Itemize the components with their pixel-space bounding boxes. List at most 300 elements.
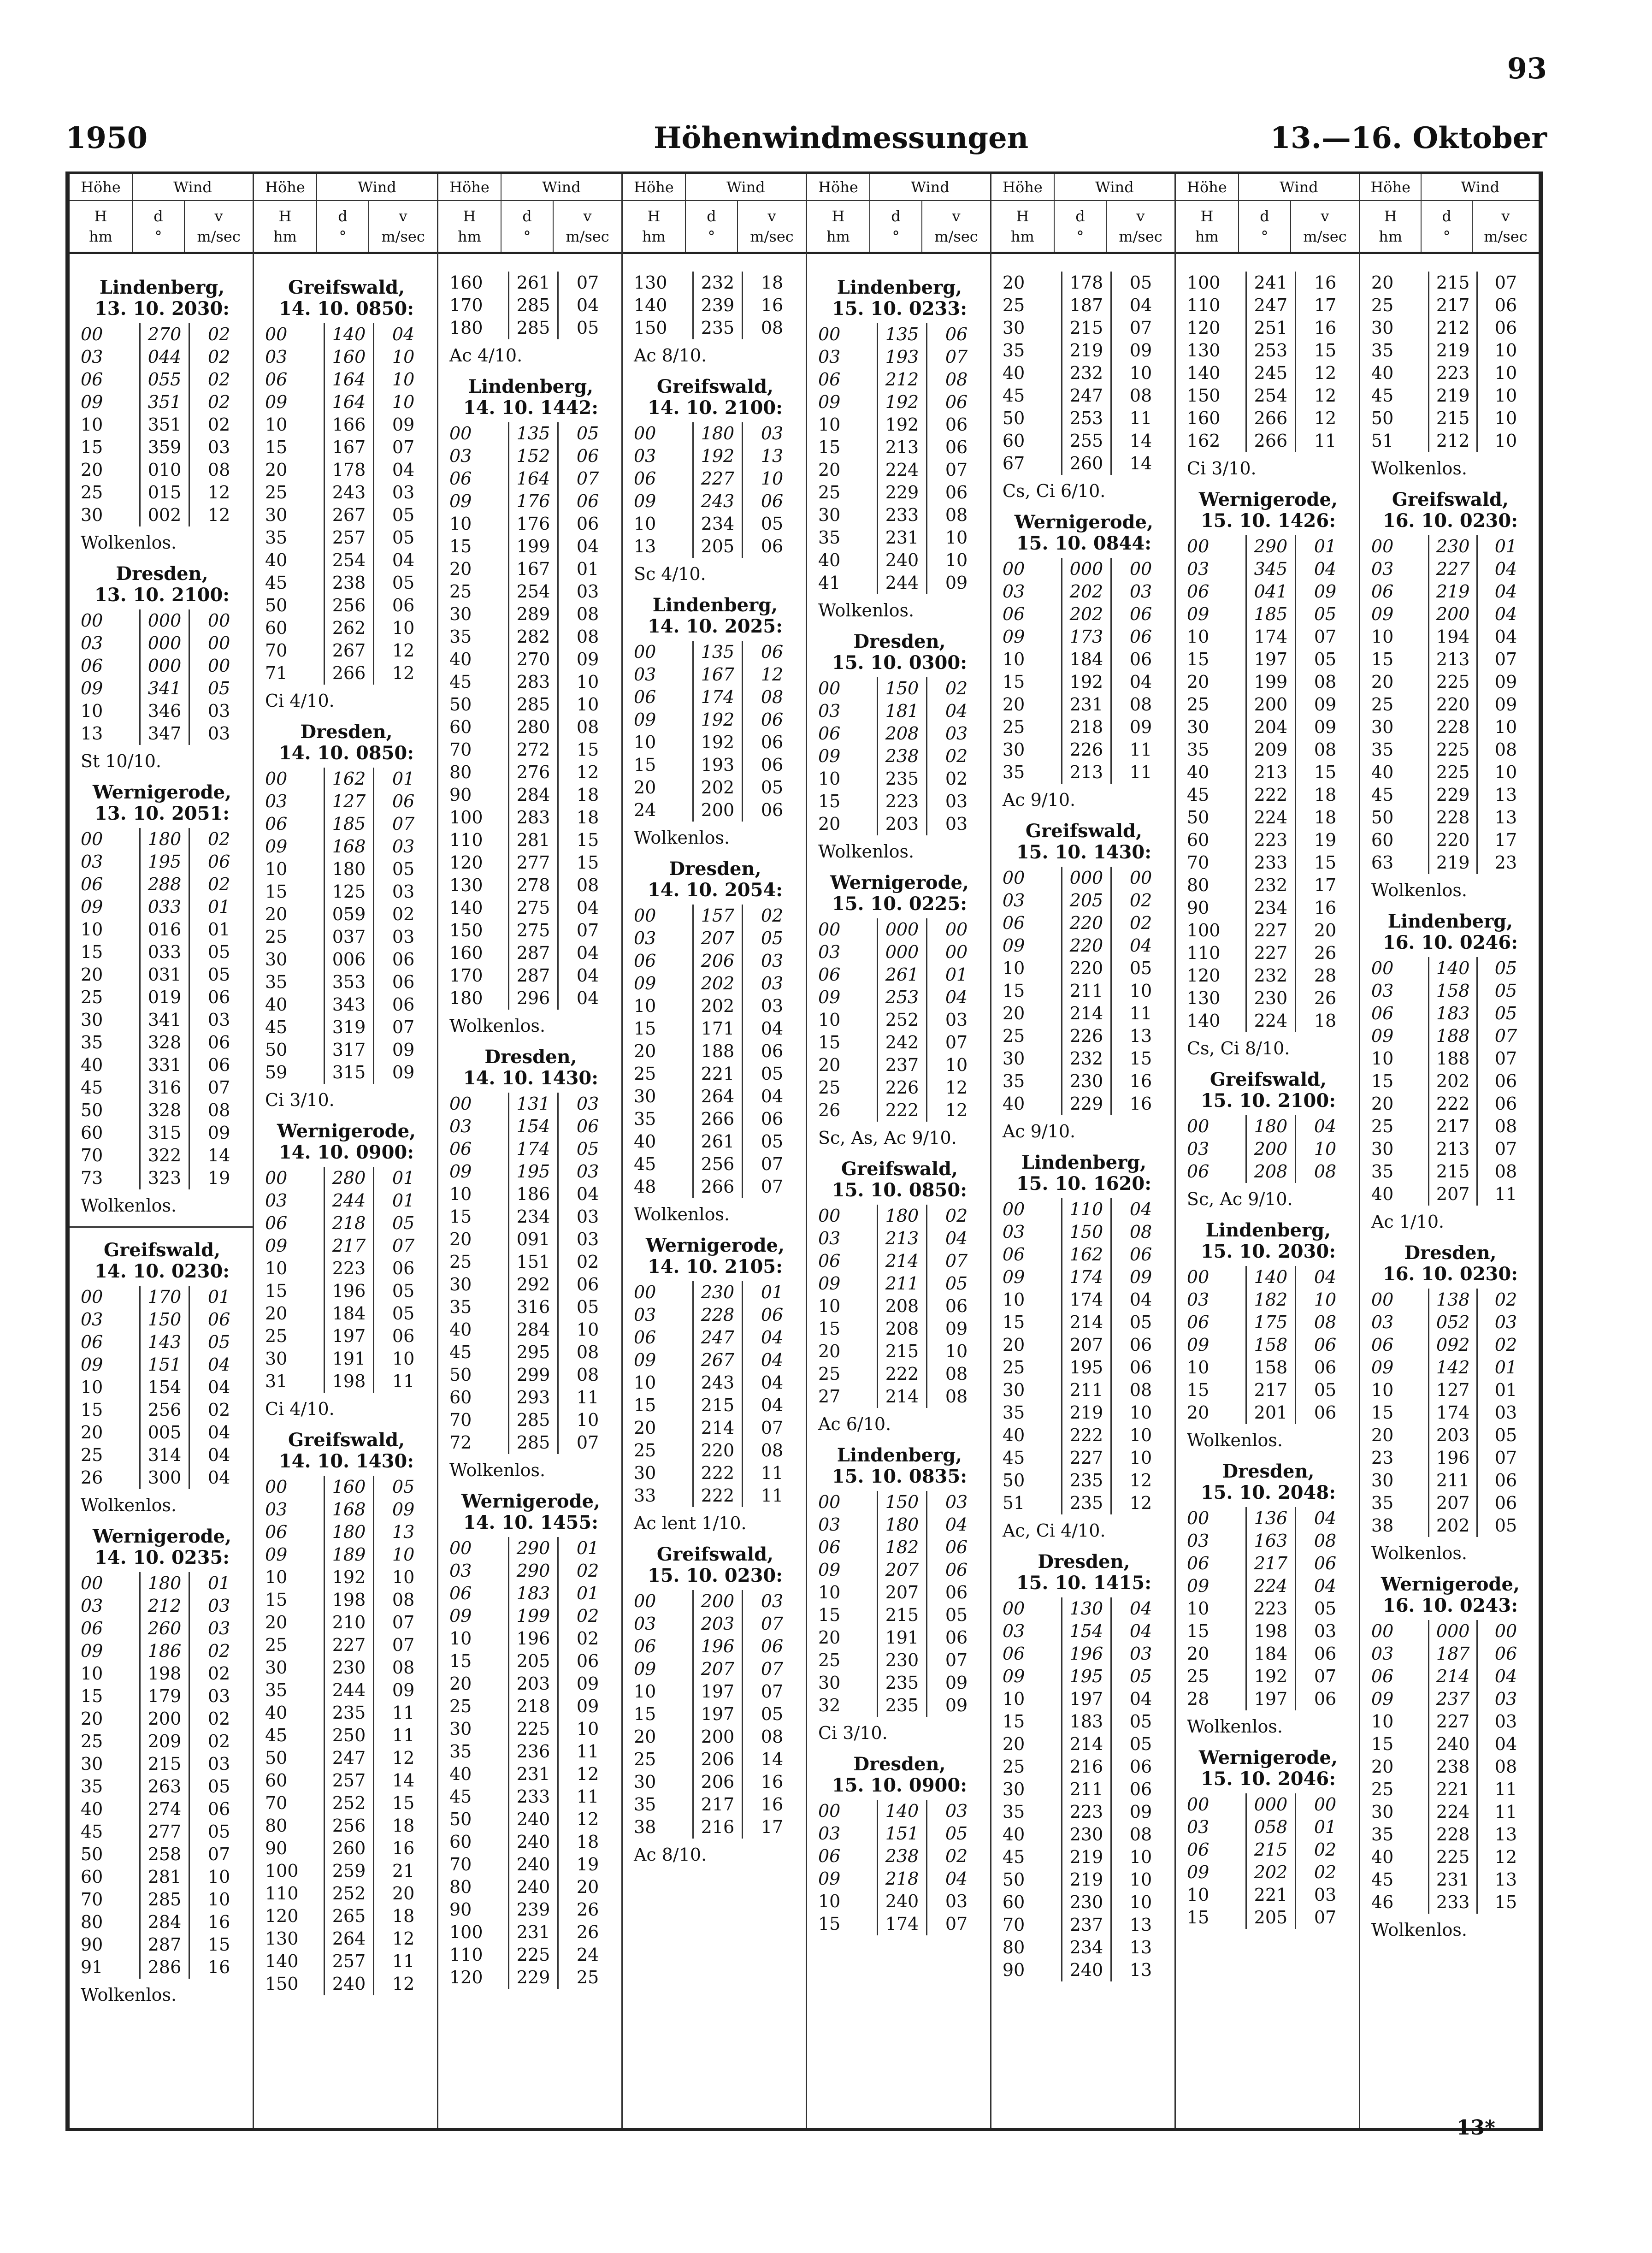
speed-value: 18 (392, 1815, 415, 1836)
table-row (76, 1099, 248, 1122)
table-row (445, 852, 617, 874)
column-body (438, 254, 621, 1989)
direction-value: 222 (692, 1484, 743, 1507)
height-value: 20 (81, 460, 103, 480)
station-block (991, 821, 1174, 1143)
station-name: Lindenberg, (837, 277, 962, 298)
height-value: 00 (81, 1287, 103, 1307)
table-row (76, 1640, 248, 1662)
direction-value: 231 (1428, 1869, 1478, 1891)
height-value: 15 (1002, 672, 1025, 692)
direction-value: 220 (1061, 912, 1112, 934)
direction-value: 285 (508, 1409, 559, 1431)
table-row (629, 1680, 801, 1703)
speed-value: 00 (945, 919, 968, 940)
speed-value: 07 (945, 347, 968, 367)
station-datetime: 15. 10. 0850: (832, 1179, 967, 1201)
table-row (814, 436, 985, 459)
speed-value: 10 (1129, 1847, 1152, 1867)
table-row (445, 1808, 617, 1831)
direction-value: 233 (877, 504, 927, 526)
height-value: 15 (1186, 1907, 1210, 1928)
speed-value: 11 (576, 1387, 599, 1407)
measurement-rows (814, 677, 985, 835)
speed-value: 11 (576, 1741, 599, 1762)
header-d-unit: ° (708, 228, 715, 245)
speed-value: 05 (576, 1139, 599, 1159)
table-row (445, 1695, 617, 1718)
speed-value: 02 (207, 414, 230, 435)
height-value: 10 (633, 732, 656, 752)
station-datetime: 13. 10. 2030: (94, 298, 230, 319)
height-value: 40 (1371, 1847, 1394, 1867)
direction-value: 277 (139, 1821, 190, 1843)
height-value: 20 (633, 1727, 656, 1747)
direction-value: 000 (1061, 558, 1112, 580)
table-row (445, 671, 617, 693)
speed-value: 03 (761, 423, 784, 444)
height-value: 15 (1186, 1380, 1210, 1400)
table-row (445, 1786, 617, 1808)
table-row (1367, 1070, 1534, 1093)
speed-value: 14 (392, 1770, 415, 1791)
table-row (1367, 1424, 1534, 1447)
table-row (629, 731, 801, 754)
table-row (445, 422, 617, 445)
speed-value: 06 (761, 536, 784, 556)
direction-value: 196 (1061, 1643, 1112, 1665)
speed-value: 01 (207, 919, 230, 940)
table-row (76, 918, 248, 941)
direction-value: 283 (508, 671, 559, 693)
table-row (1182, 1311, 1354, 1334)
table-row (445, 317, 617, 339)
table-row (1367, 1492, 1534, 1514)
height-value: 03 (1186, 559, 1210, 579)
direction-value: 207 (1428, 1183, 1478, 1206)
direction-value: 261 (692, 1130, 743, 1153)
direction-value: 206 (692, 1748, 743, 1771)
height-value: 15 (633, 1395, 656, 1415)
table-row (1367, 1846, 1534, 1869)
speed-value: 18 (576, 807, 599, 828)
direction-value: 261 (508, 272, 559, 294)
table-row (998, 957, 1170, 980)
cloud-note: Sc 4/10. (633, 564, 706, 584)
height-value: 06 (81, 874, 103, 894)
table-row (260, 835, 432, 858)
direction-value: 359 (139, 436, 190, 459)
height-value: 10 (265, 1258, 288, 1278)
speed-value: 03 (207, 1596, 230, 1616)
table-row (1367, 407, 1534, 430)
speed-value: 11 (1494, 1802, 1517, 1822)
table-row (1182, 407, 1354, 430)
speed-value: 00 (945, 942, 968, 962)
table-row (814, 1649, 985, 1672)
table-row (76, 1354, 248, 1376)
speed-value: 12 (1314, 408, 1337, 428)
table-row (76, 504, 248, 526)
table-row (260, 526, 432, 549)
direction-value: 221 (1245, 1884, 1296, 1906)
direction-value: 092 (1428, 1334, 1478, 1356)
speed-value: 14 (1129, 431, 1152, 451)
height-value: 03 (818, 942, 841, 962)
table-row (814, 1009, 985, 1031)
speed-value: 02 (1314, 1839, 1337, 1860)
speed-value: 10 (1494, 717, 1517, 737)
speed-value: 05 (392, 1281, 415, 1301)
height-value: 90 (1186, 898, 1210, 918)
table-row (814, 1604, 985, 1626)
table-row (1182, 852, 1354, 874)
height-value: 15 (1371, 1071, 1394, 1091)
table-row (814, 526, 985, 549)
speed-value: 07 (207, 1077, 230, 1098)
speed-value: 07 (761, 1681, 784, 1702)
height-value: 06 (449, 1139, 472, 1159)
table-row (998, 362, 1170, 384)
table-row (260, 481, 432, 504)
height-value: 03 (1186, 1531, 1210, 1551)
speed-value: 11 (1129, 739, 1152, 760)
table-row (629, 927, 801, 950)
height-value: 40 (818, 550, 841, 570)
height-value: 100 (1186, 920, 1221, 940)
height-value: 60 (265, 1770, 288, 1791)
table-row (814, 368, 985, 391)
height-value: 20 (1371, 1756, 1394, 1777)
height-value: 06 (81, 656, 103, 676)
table-row (1367, 1311, 1534, 1334)
table-row (998, 1221, 1170, 1243)
table-row (998, 1093, 1170, 1115)
table-row (1182, 339, 1354, 362)
height-value: 03 (1002, 1222, 1025, 1242)
speed-value: 08 (1314, 1531, 1337, 1551)
direction-value: 212 (1428, 317, 1478, 339)
direction-value: 151 (508, 1251, 559, 1273)
height-value: 00 (818, 1206, 841, 1226)
cloud-note: Ci 3/10. (1186, 458, 1257, 479)
table-row (445, 806, 617, 829)
direction-value: 140 (1245, 1266, 1296, 1289)
height-value: 50 (81, 1844, 103, 1864)
speed-value: 03 (392, 881, 415, 902)
header-v-symbol: v (399, 207, 407, 225)
measurement-rows (1367, 1620, 1534, 1914)
table-row (629, 1635, 801, 1658)
direction-value: 220 (1061, 934, 1112, 957)
table-column (991, 174, 1176, 2128)
height-value: 00 (1371, 1621, 1394, 1641)
speed-value: 09 (392, 1499, 415, 1520)
table-row (998, 1597, 1170, 1620)
table-row (998, 1643, 1170, 1665)
speed-value: 08 (761, 687, 784, 707)
height-value: 10 (265, 414, 288, 435)
table-row (629, 1726, 801, 1748)
direction-value: 140 (324, 323, 374, 346)
direction-value: 285 (139, 1888, 190, 1911)
direction-value: 270 (139, 323, 190, 346)
height-value: 00 (1371, 1289, 1394, 1310)
station-datetime: 15. 10. 0230: (647, 1565, 783, 1586)
table-row (260, 1476, 432, 1498)
speed-value: 16 (1314, 272, 1337, 293)
direction-value: 266 (324, 662, 374, 685)
height-value: 10 (633, 996, 656, 1016)
direction-value: 200 (692, 1590, 743, 1613)
speed-value: 04 (1129, 1689, 1152, 1709)
column-body (70, 254, 253, 2006)
height-value: 03 (633, 446, 656, 466)
station-datetime: 14. 10. 2105: (647, 1256, 783, 1277)
speed-value: 03 (207, 723, 230, 744)
height-value: 23 (1371, 1448, 1394, 1468)
height-value: 140 (1186, 363, 1221, 383)
height-value: 25 (81, 1731, 103, 1751)
direction-value: 245 (1245, 362, 1296, 384)
table-row (1367, 1733, 1534, 1756)
direction-value: 227 (1428, 1710, 1478, 1733)
direction-value: 247 (1245, 294, 1296, 317)
table-row (76, 1167, 248, 1189)
speed-value: 12 (392, 1974, 415, 1994)
table-row (1182, 1665, 1354, 1688)
height-value: 10 (1002, 649, 1025, 669)
speed-value: 08 (207, 1100, 230, 1120)
table-row (260, 1061, 432, 1084)
speed-value: 05 (207, 678, 230, 698)
direction-value: 229 (1428, 784, 1478, 806)
height-value: 40 (265, 994, 288, 1015)
speed-value: 03 (945, 791, 968, 811)
speed-value: 07 (945, 1650, 968, 1670)
height-value: 30 (1371, 1139, 1394, 1159)
height-value: 35 (81, 1032, 103, 1053)
speed-value: 08 (576, 875, 599, 895)
direction-value: 217 (1428, 294, 1478, 317)
station-block (438, 272, 621, 367)
height-value: 10 (818, 769, 841, 789)
table-row (998, 1311, 1170, 1334)
station-name: Dresden, (1222, 1461, 1315, 1482)
direction-value: 167 (324, 436, 374, 459)
height-value: 10 (449, 514, 472, 534)
height-value: 25 (1371, 694, 1394, 715)
height-value: 30 (633, 1772, 656, 1792)
direction-value: 125 (324, 881, 374, 903)
table-row (260, 858, 432, 881)
speed-value: 11 (1129, 1003, 1152, 1023)
height-value: 06 (633, 687, 656, 707)
height-value: 09 (1002, 935, 1025, 956)
speed-value: 06 (1129, 627, 1152, 647)
measurement-rows (998, 1198, 1170, 1514)
height-value: 03 (818, 1228, 841, 1248)
direction-value: 000 (877, 941, 927, 964)
header-h-symbol: H (1200, 207, 1214, 225)
speed-value: 06 (1314, 1553, 1337, 1573)
header-d-unit: ° (1261, 228, 1268, 245)
table-row (1367, 272, 1534, 294)
measurement-rows (76, 323, 248, 526)
height-value: 20 (1002, 272, 1025, 293)
table-row (260, 346, 432, 368)
station-datetime: 14. 10. 0235: (94, 1547, 230, 1568)
direction-value: 180 (692, 422, 743, 445)
direction-value: 220 (1428, 829, 1478, 852)
speed-value: 12 (392, 1928, 415, 1949)
speed-value: 12 (576, 1809, 599, 1829)
table-row (445, 513, 617, 535)
height-value: 03 (818, 347, 841, 367)
height-value: 51 (1002, 1493, 1025, 1513)
direction-value: 206 (692, 950, 743, 972)
direction-value: 142 (1428, 1356, 1478, 1379)
height-value: 00 (633, 1282, 656, 1302)
header-v-unit: m/sec (750, 228, 794, 245)
height-value: 25 (1186, 694, 1210, 715)
header-wind-label: Wind (911, 178, 950, 196)
header-height-label: Höhe (1370, 178, 1411, 196)
direction-value: 240 (1428, 1733, 1478, 1756)
direction-value: 232 (1245, 874, 1296, 897)
height-value: 09 (818, 1560, 841, 1580)
height-value: 09 (1371, 1357, 1394, 1378)
direction-value: 218 (877, 1868, 927, 1890)
height-value: 03 (1371, 1312, 1394, 1332)
table-row (1182, 580, 1354, 603)
speed-value: 16 (761, 1794, 784, 1815)
speed-value: 09 (1129, 1267, 1152, 1287)
table-row (1367, 1002, 1534, 1025)
table-row (814, 549, 985, 572)
speed-value: 12 (1314, 363, 1337, 383)
direction-value: 000 (139, 609, 190, 632)
speed-value: 05 (392, 505, 415, 525)
height-value: 15 (818, 1914, 841, 1934)
speed-value: 05 (392, 859, 415, 879)
speed-value: 04 (1314, 1576, 1337, 1596)
direction-value: 192 (877, 391, 927, 414)
direction-value: 238 (877, 1845, 927, 1868)
height-value: 09 (818, 392, 841, 412)
table-row (1182, 1401, 1354, 1424)
speed-value: 10 (207, 1889, 230, 1910)
speed-value: 08 (1314, 672, 1337, 692)
height-value: 45 (1371, 1869, 1394, 1890)
direction-value: 222 (877, 1099, 927, 1122)
speed-value: 03 (1129, 1644, 1152, 1664)
height-value: 50 (1002, 1470, 1025, 1490)
table-row (629, 686, 801, 709)
page-number: 93 (1507, 52, 1547, 85)
speed-value: 06 (392, 595, 415, 615)
speed-value: 11 (1129, 408, 1152, 428)
direction-value: 198 (139, 1662, 190, 1685)
table-row (1182, 362, 1354, 384)
table-row (1182, 1575, 1354, 1597)
direction-value: 226 (1061, 1025, 1112, 1047)
header-v-unit: m/sec (1119, 228, 1162, 245)
direction-value: 240 (508, 1808, 559, 1831)
table-row (1182, 535, 1354, 558)
speed-value: 01 (392, 769, 415, 789)
table-row (998, 1243, 1170, 1266)
header-d-symbol: d (1442, 207, 1451, 225)
measurement-rows (1182, 535, 1354, 1032)
column-body (1360, 254, 1539, 1941)
table-row (1367, 1665, 1534, 1688)
speed-value: 26 (1314, 988, 1337, 1008)
speed-value: 05 (1129, 1666, 1152, 1686)
speed-value: 09 (392, 1062, 415, 1082)
height-value: 06 (81, 369, 103, 390)
speed-value: 06 (1494, 1071, 1517, 1091)
speed-value: 06 (576, 1274, 599, 1295)
page-year: 1950 (65, 121, 148, 155)
speed-value: 03 (1494, 1402, 1517, 1423)
table-row (260, 1016, 432, 1039)
speed-value: 19 (207, 1168, 230, 1188)
speed-value: 14 (761, 1749, 784, 1769)
direction-value: 266 (692, 1108, 743, 1130)
speed-value: 06 (207, 987, 230, 1007)
height-value: 30 (633, 1086, 656, 1106)
height-value: 10 (81, 1663, 103, 1684)
table-row (260, 993, 432, 1016)
height-value: 10 (1186, 1885, 1210, 1905)
direction-value: 217 (1428, 1115, 1478, 1138)
table-row (814, 1385, 985, 1408)
table-row (1367, 535, 1534, 558)
speed-value: 01 (392, 1168, 415, 1188)
speed-value: 12 (1494, 1847, 1517, 1867)
measurement-rows (1367, 535, 1534, 874)
table-row (814, 1694, 985, 1717)
height-value: 30 (818, 505, 841, 525)
speed-value: 03 (576, 1094, 599, 1114)
direction-value: 157 (692, 905, 743, 927)
table-row (1182, 919, 1354, 942)
speed-value: 18 (1314, 1011, 1337, 1031)
speed-value: 07 (576, 468, 599, 489)
direction-value: 000 (1428, 1620, 1478, 1643)
speed-value: 03 (392, 836, 415, 857)
height-value: 46 (1371, 1892, 1394, 1912)
height-value: 20 (818, 814, 841, 834)
speed-value: 20 (392, 1883, 415, 1904)
table-row (629, 1703, 801, 1726)
table-row (445, 987, 617, 1010)
speed-value: 01 (207, 1573, 230, 1593)
direction-value: 154 (1061, 1620, 1112, 1643)
height-value: 70 (449, 1854, 472, 1875)
table-row (998, 1070, 1170, 1093)
height-value: 70 (449, 739, 472, 760)
direction-value: 213 (1428, 1138, 1478, 1160)
speed-value: 08 (1494, 1161, 1517, 1182)
speed-value: 11 (576, 1786, 599, 1807)
direction-value: 290 (508, 1560, 559, 1582)
column-header (623, 174, 806, 254)
height-value: 10 (449, 1628, 472, 1649)
table-row (629, 1153, 801, 1176)
height-value: 25 (265, 482, 288, 503)
